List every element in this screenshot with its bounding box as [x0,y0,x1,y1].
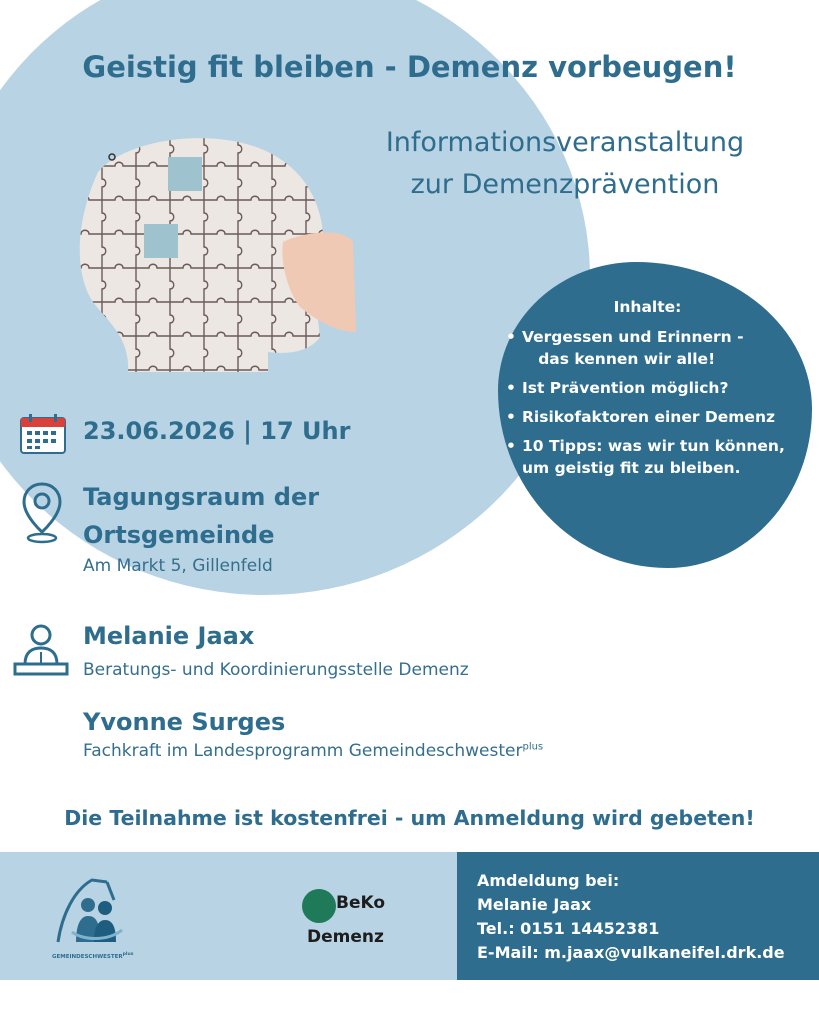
contact-phone: Tel.: 0151 14452381 [477,919,660,938]
gemeindeschwester-logo [52,870,132,950]
contact-email: E-Mail: m.jaax@vulkaneifel.drk.de [477,943,785,962]
content-list [500,298,805,486]
beko-logo-dot [302,889,336,923]
subtitle-line1: Informationsveranstaltung [385,127,745,158]
location-pin-icon [20,480,64,546]
speaker-icon [12,622,70,680]
content-heading: Inhalte: [613,298,682,316]
puzzle-head-icon [68,132,356,372]
event-address: Am Markt 5, Gillenfeld [83,556,273,576]
list-item: • Vergessen und Erinnern - das kennen wir alle! [522,326,805,370]
event-location: Tagungsraum der Ortsgemeinde [83,483,320,549]
beko-logo-line2: Demenz [307,927,384,947]
speaker-role: Beratungs- und Koordinierungsstelle Demenz [83,660,469,680]
subtitle-line2: zur Demenzprävention [410,169,720,200]
speaker-name: Yvonne Surges [83,708,286,736]
subtitle [355,122,775,206]
list-item: • 10 Tipps: was wir tun können, um geistig fit zu bleiben. [522,435,805,479]
contact-heading: Amdeldung bei: [477,871,620,890]
speaker-role: Fachkraft im Landesprogramm Gemeindeschwester$^{plus}$ [83,741,544,761]
page-title: Geistig fit bleiben - Demenz vorbeugen! [82,50,737,84]
event-date: 23.06.2026 | 17 Uhr [83,417,351,445]
contact-name: Melanie Jaax [477,895,592,914]
registration-note: Die Teilnahme ist kostenfrei - um Anmeldung wird gebeten! [64,806,755,830]
list-item: • Ist Prävention möglich? [522,377,805,399]
contact-box [457,852,819,980]
speaker-name: Melanie Jaax [83,622,255,650]
beko-logo-line1: BeKo [336,893,386,913]
gemeindeschwester-logo-text: $GEMEINDESCHWESTER^{plus}$ [52,952,134,960]
list-item: • Risikofaktoren einer Demenz [522,406,805,428]
calendar-icon [18,412,70,456]
